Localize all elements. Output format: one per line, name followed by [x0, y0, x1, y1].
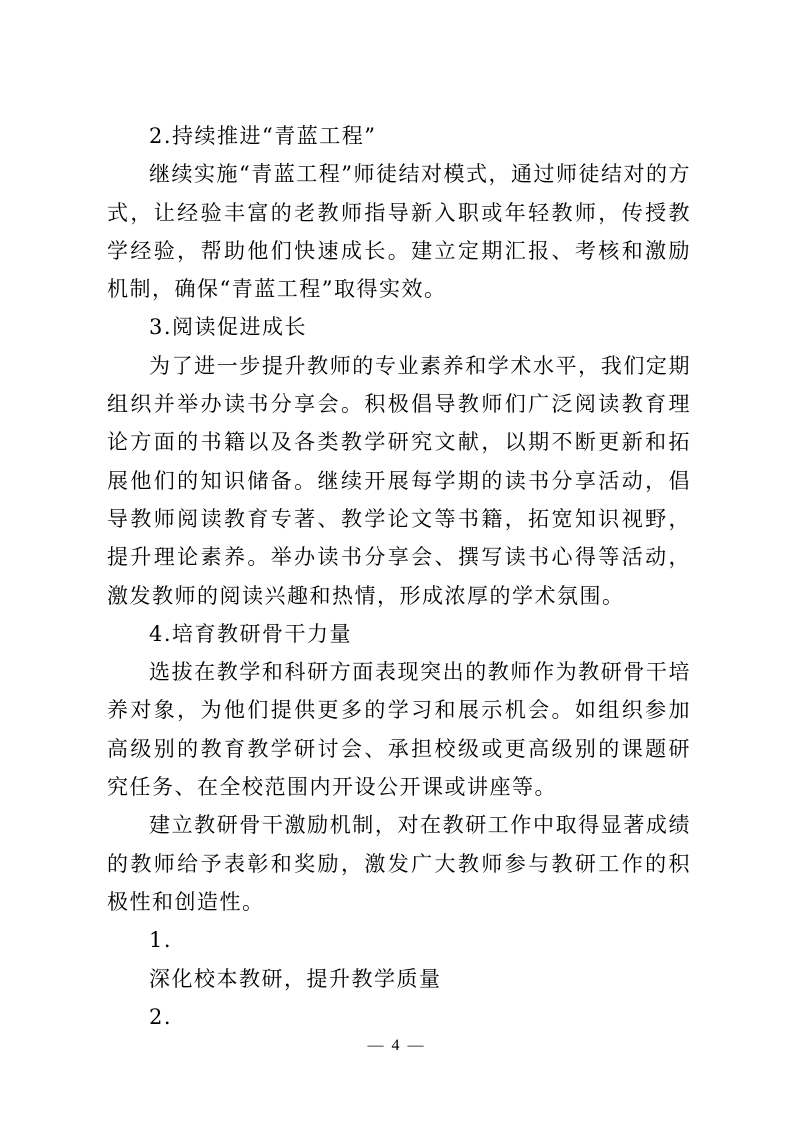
list-number-1: 1.	[149, 928, 173, 953]
paragraph-reading-growth: 为了进一步提升教师的专业素养和学术水平，我们定期组织并举办读书分享会。积极倡导教师们广泛阅读教育理论方面的书籍以及各类教学研究文献，以期不断更新和拓展他们的知识储备。继续开展每学期的读书分享活动，倡导教师阅读教育专著、教学论文等书籍，拓宽知识视野，提升理论素养。举办读书分享会、撰写读书心得等活动，激发教师的阅读兴趣和热情，形成浓厚的学术氛围。	[107, 353, 691, 608]
list-number-2: 2.	[149, 1004, 173, 1029]
heading-research-backbone: 4.培育教研骨干力量	[149, 621, 353, 646]
page-number: — 4 —	[367, 1037, 426, 1054]
paragraph-research-backbone-selection: 选拔在教学和科研方面表现突出的教师作为教研骨干培养对象，为他们提供更多的学习和展示机会。如组织参加高级别的教育教学研讨会、承担校级或更高级别的课题研究任务、在全校范围内开设公开课或讲座等。	[107, 660, 691, 800]
paragraph-research-backbone-incentive: 建立教研骨干激励机制，对在教研工作中取得显著成绩的教师给予表彰和奖励，激发广大教师参与教研工作的积极性和创造性。	[107, 813, 691, 914]
heading-school-based-research: 深化校本教研，提升教学质量	[149, 966, 442, 991]
document-body	[107, 117, 691, 1036]
heading-qinglan-project: 2.持续推进“青蓝工程”	[149, 124, 377, 148]
heading-reading-growth: 3.阅读促进成长	[149, 315, 308, 340]
paragraph-qinglan-project: 继续实施“青蓝工程”师徒结对模式，通过师徒结对的方式，让经验丰富的老教师指导新入职或年轻教师，传授教学经验，帮助他们快速成长。建立定期汇报、考核和激励机制，确保“青蓝工程”取得实效。	[107, 162, 691, 302]
